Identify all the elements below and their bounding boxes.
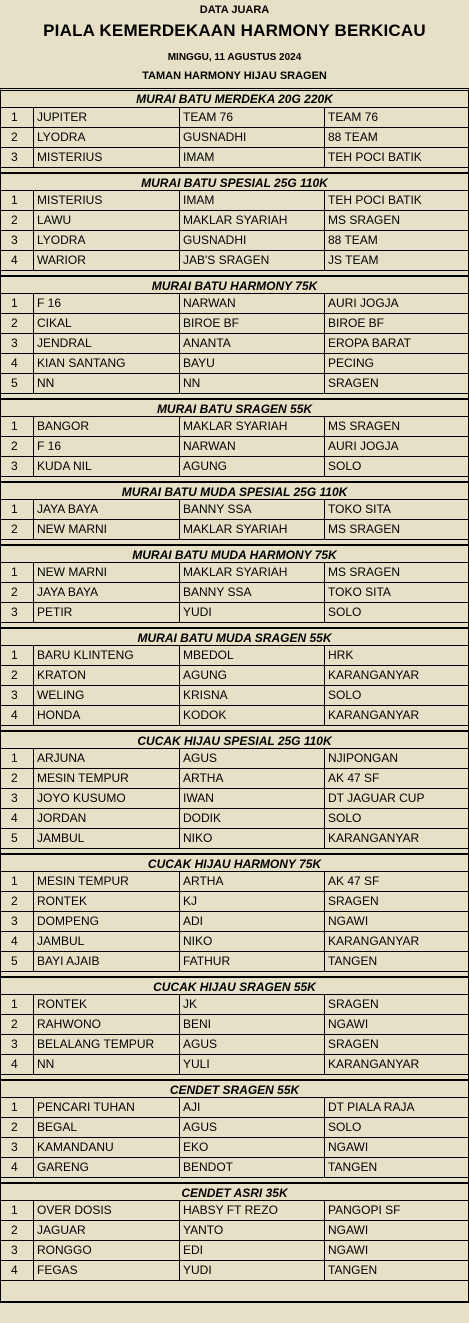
owner-cell: NARWAN bbox=[180, 294, 325, 313]
owner-cell: AGUS bbox=[180, 1035, 325, 1054]
team-cell: TANGEN bbox=[325, 1158, 469, 1177]
table-row bbox=[0, 769, 469, 789]
owner-cell: JAB'S SRAGEN bbox=[180, 251, 325, 270]
bird-name-cell: JAMBUL bbox=[34, 829, 180, 848]
owner-cell: GUSNADHI bbox=[180, 231, 325, 250]
table-row bbox=[0, 1138, 469, 1158]
bird-name-cell: RONTEK bbox=[34, 892, 180, 911]
table-row bbox=[0, 706, 469, 726]
table-row bbox=[0, 1035, 469, 1055]
table-row bbox=[0, 417, 469, 437]
class-section bbox=[0, 88, 469, 168]
owner-cell: BAYU bbox=[180, 354, 325, 373]
owner-cell: AGUS bbox=[180, 749, 325, 768]
bird-name-cell: F 16 bbox=[34, 294, 180, 313]
header-label: DATA JUARA bbox=[199, 4, 270, 16]
table-row bbox=[0, 1015, 469, 1035]
team-cell: SOLO bbox=[325, 603, 469, 622]
rank-cell: 2 bbox=[1, 520, 34, 539]
class-title: MURAI BATU MUDA SPESIAL 25G 110K bbox=[0, 481, 469, 500]
team-cell: SRAGEN bbox=[325, 995, 469, 1014]
bird-name-cell: BEGAL bbox=[34, 1118, 180, 1137]
table-row bbox=[0, 1221, 469, 1241]
owner-cell: YUDI bbox=[180, 1261, 325, 1280]
owner-cell: IWAN bbox=[180, 789, 325, 808]
rank-cell: 2 bbox=[1, 1221, 34, 1240]
bird-name-cell: BELALANG TEMPUR bbox=[34, 1035, 180, 1054]
rank-cell: 3 bbox=[1, 1241, 34, 1260]
bird-name-cell: JOYO KUSUMO bbox=[34, 789, 180, 808]
team-cell: NJIPONGAN bbox=[325, 749, 469, 768]
rank-cell: 4 bbox=[1, 354, 34, 373]
bird-name-cell: KIAN SANTANG bbox=[34, 354, 180, 373]
owner-cell: IMAM bbox=[180, 148, 325, 167]
owner-cell: MAKLAR SYARIAH bbox=[180, 211, 325, 230]
bird-name-cell: GARENG bbox=[34, 1158, 180, 1177]
rank-cell: 2 bbox=[1, 666, 34, 685]
bird-name-cell: ARJUNA bbox=[34, 749, 180, 768]
owner-cell: NN bbox=[180, 374, 325, 393]
class-section bbox=[0, 172, 469, 271]
rank-cell: 4 bbox=[1, 809, 34, 828]
table-row bbox=[0, 686, 469, 706]
table-row bbox=[0, 437, 469, 457]
team-cell: NGAWI bbox=[325, 1138, 469, 1157]
rank-cell: 3 bbox=[1, 686, 34, 705]
rank-cell: 1 bbox=[1, 294, 34, 313]
rank-cell: 2 bbox=[1, 437, 34, 456]
owner-cell: TEAM 76 bbox=[180, 108, 325, 127]
bird-name-cell: NEW MARNI bbox=[34, 563, 180, 582]
bird-name-cell: RONTEK bbox=[34, 995, 180, 1014]
owner-cell: FATHUR bbox=[180, 952, 325, 971]
team-cell: TOKO SITA bbox=[325, 583, 469, 602]
class-section bbox=[0, 275, 469, 394]
team-cell: NGAWI bbox=[325, 1221, 469, 1240]
bird-name-cell: MESIN TEMPUR bbox=[34, 872, 180, 891]
event-venue: TAMAN HARMONY HIJAU SRAGEN bbox=[142, 70, 327, 82]
team-cell: SRAGEN bbox=[325, 892, 469, 911]
bird-name-cell: JUPITER bbox=[34, 108, 180, 127]
owner-cell: MAKLAR SYARIAH bbox=[180, 563, 325, 582]
table-row bbox=[0, 912, 469, 932]
team-cell: KARANGANYAR bbox=[325, 932, 469, 951]
table-row bbox=[0, 789, 469, 809]
table-row bbox=[0, 646, 469, 666]
team-cell: MS SRAGEN bbox=[325, 417, 469, 436]
owner-cell: NARWAN bbox=[180, 437, 325, 456]
table-footer bbox=[0, 1281, 469, 1303]
bird-name-cell: OVER DOSIS bbox=[34, 1201, 180, 1220]
bird-name-cell: MISTERIUS bbox=[34, 148, 180, 167]
team-cell: SRAGEN bbox=[325, 1035, 469, 1054]
rank-cell: 2 bbox=[1, 583, 34, 602]
owner-cell: BENDOT bbox=[180, 1158, 325, 1177]
rank-cell: 3 bbox=[1, 1035, 34, 1054]
bird-name-cell: KUDA NIL bbox=[34, 457, 180, 476]
table-row bbox=[0, 1158, 469, 1178]
table-row bbox=[0, 251, 469, 271]
table-row bbox=[0, 334, 469, 354]
rank-cell: 1 bbox=[1, 1098, 34, 1117]
bird-name-cell: WARIOR bbox=[34, 251, 180, 270]
table-row bbox=[0, 128, 469, 148]
class-title: MURAI BATU HARMONY 75K bbox=[0, 275, 469, 294]
owner-cell: IMAM bbox=[180, 191, 325, 210]
team-cell: BIROE BF bbox=[325, 314, 469, 333]
bird-name-cell: JORDAN bbox=[34, 809, 180, 828]
owner-cell: NIKO bbox=[180, 932, 325, 951]
rank-cell: 1 bbox=[1, 749, 34, 768]
bird-name-cell: BANGOR bbox=[34, 417, 180, 436]
bird-name-cell: NEW MARNI bbox=[34, 520, 180, 539]
rank-cell: 4 bbox=[1, 251, 34, 270]
owner-cell: KRISNA bbox=[180, 686, 325, 705]
results-table bbox=[0, 88, 469, 1303]
owner-cell: ARTHA bbox=[180, 769, 325, 788]
table-row bbox=[0, 995, 469, 1015]
rank-cell: 3 bbox=[1, 457, 34, 476]
document-header bbox=[0, 0, 469, 88]
table-row bbox=[0, 314, 469, 334]
table-row bbox=[0, 374, 469, 394]
table-row bbox=[0, 872, 469, 892]
owner-cell: BANNY SSA bbox=[180, 583, 325, 602]
owner-cell: DODIK bbox=[180, 809, 325, 828]
rank-cell: 3 bbox=[1, 912, 34, 931]
team-cell: TEH POCI BATIK bbox=[325, 191, 469, 210]
owner-cell: AGUNG bbox=[180, 457, 325, 476]
table-row bbox=[0, 108, 469, 128]
rank-cell: 3 bbox=[1, 789, 34, 808]
rank-cell: 4 bbox=[1, 1158, 34, 1177]
owner-cell: YULI bbox=[180, 1055, 325, 1074]
team-cell: KARANGANYAR bbox=[325, 666, 469, 685]
team-cell: JS TEAM bbox=[325, 251, 469, 270]
rank-cell: 1 bbox=[1, 646, 34, 665]
table-row bbox=[0, 952, 469, 972]
team-cell: KARANGANYAR bbox=[325, 829, 469, 848]
class-section bbox=[0, 730, 469, 849]
team-cell: SOLO bbox=[325, 1118, 469, 1137]
bird-name-cell: KRATON bbox=[34, 666, 180, 685]
table-row bbox=[0, 520, 469, 540]
class-title: MURAI BATU MUDA HARMONY 75K bbox=[0, 544, 469, 563]
table-row bbox=[0, 583, 469, 603]
team-cell: AK 47 SF bbox=[325, 769, 469, 788]
class-title: CUCAK HIJAU SPESIAL 25G 110K bbox=[0, 730, 469, 749]
rank-cell: 1 bbox=[1, 500, 34, 519]
table-row bbox=[0, 1261, 469, 1281]
team-cell: KARANGANYAR bbox=[325, 1055, 469, 1074]
bird-name-cell: LYODRA bbox=[34, 128, 180, 147]
team-cell: EROPA BARAT bbox=[325, 334, 469, 353]
owner-cell: GUSNADHI bbox=[180, 128, 325, 147]
owner-cell: JK bbox=[180, 995, 325, 1014]
rank-cell: 1 bbox=[1, 995, 34, 1014]
rank-cell: 4 bbox=[1, 1055, 34, 1074]
team-cell: PANGOPI SF bbox=[325, 1201, 469, 1220]
team-cell: NGAWI bbox=[325, 1241, 469, 1260]
bird-name-cell: MESIN TEMPUR bbox=[34, 769, 180, 788]
team-cell: AURI JOGJA bbox=[325, 294, 469, 313]
bird-name-cell: HONDA bbox=[34, 706, 180, 725]
owner-cell: AGUS bbox=[180, 1118, 325, 1137]
owner-cell: EDI bbox=[180, 1241, 325, 1260]
table-row bbox=[0, 231, 469, 251]
owner-cell: HABSY FT REZO bbox=[180, 1201, 325, 1220]
owner-cell: EKO bbox=[180, 1138, 325, 1157]
rank-cell: 3 bbox=[1, 334, 34, 353]
table-row bbox=[0, 932, 469, 952]
team-cell: DT PIALA RAJA bbox=[325, 1098, 469, 1117]
owner-cell: BANNY SSA bbox=[180, 500, 325, 519]
bird-name-cell: F 16 bbox=[34, 437, 180, 456]
table-row bbox=[0, 749, 469, 769]
class-title: CUCAK HIJAU HARMONY 75K bbox=[0, 853, 469, 872]
class-title: CUCAK HIJAU SRAGEN 55K bbox=[0, 976, 469, 995]
class-section bbox=[0, 1079, 469, 1178]
owner-cell: YANTO bbox=[180, 1221, 325, 1240]
owner-cell: KJ bbox=[180, 892, 325, 911]
team-cell: NGAWI bbox=[325, 1015, 469, 1034]
table-row bbox=[0, 809, 469, 829]
table-row bbox=[0, 500, 469, 520]
owner-cell: NIKO bbox=[180, 829, 325, 848]
bird-name-cell: KAMANDANU bbox=[34, 1138, 180, 1157]
owner-cell: ARTHA bbox=[180, 872, 325, 891]
table-row bbox=[0, 191, 469, 211]
team-cell: MS SRAGEN bbox=[325, 211, 469, 230]
table-row bbox=[0, 354, 469, 374]
bird-name-cell: PETIR bbox=[34, 603, 180, 622]
team-cell: SOLO bbox=[325, 809, 469, 828]
owner-cell: MAKLAR SYARIAH bbox=[180, 417, 325, 436]
class-section bbox=[0, 481, 469, 540]
rank-cell: 5 bbox=[1, 952, 34, 971]
class-title: MURAI BATU MUDA SRAGEN 55K bbox=[0, 627, 469, 646]
class-title: MURAI BATU SPESIAL 25G 110K bbox=[0, 172, 469, 191]
rank-cell: 2 bbox=[1, 1118, 34, 1137]
bird-name-cell: LAWU bbox=[34, 211, 180, 230]
class-title: MURAI BATU SRAGEN 55K bbox=[0, 398, 469, 417]
team-cell: 88 TEAM bbox=[325, 231, 469, 250]
table-row bbox=[0, 1118, 469, 1138]
class-section bbox=[0, 544, 469, 623]
rank-cell: 1 bbox=[1, 872, 34, 891]
rank-cell: 2 bbox=[1, 314, 34, 333]
owner-cell: ANANTA bbox=[180, 334, 325, 353]
table-row bbox=[0, 563, 469, 583]
owner-cell: YUDI bbox=[180, 603, 325, 622]
rank-cell: 5 bbox=[1, 829, 34, 848]
owner-cell: AGUNG bbox=[180, 666, 325, 685]
team-cell: HRK bbox=[325, 646, 469, 665]
bird-name-cell: FEGAS bbox=[34, 1261, 180, 1280]
table-row bbox=[0, 603, 469, 623]
bird-name-cell: JAYA BAYA bbox=[34, 583, 180, 602]
bird-name-cell: WELING bbox=[34, 686, 180, 705]
event-title: PIALA KEMERDEKAAN HARMONY BERKICAU bbox=[43, 21, 426, 40]
team-cell: TEAM 76 bbox=[325, 108, 469, 127]
rank-cell: 1 bbox=[1, 191, 34, 210]
rank-cell: 1 bbox=[1, 108, 34, 127]
rank-cell: 4 bbox=[1, 932, 34, 951]
rank-cell: 3 bbox=[1, 231, 34, 250]
team-cell: KARANGANYAR bbox=[325, 706, 469, 725]
rank-cell: 5 bbox=[1, 374, 34, 393]
rank-cell: 4 bbox=[1, 706, 34, 725]
class-section bbox=[0, 398, 469, 477]
team-cell: MS SRAGEN bbox=[325, 520, 469, 539]
rank-cell: 4 bbox=[1, 1261, 34, 1280]
table-row bbox=[0, 211, 469, 231]
rank-cell: 2 bbox=[1, 1015, 34, 1034]
bird-name-cell: PENCARI TUHAN bbox=[34, 1098, 180, 1117]
owner-cell: BENI bbox=[180, 1015, 325, 1034]
team-cell: MS SRAGEN bbox=[325, 563, 469, 582]
rank-cell: 3 bbox=[1, 1138, 34, 1157]
team-cell: SRAGEN bbox=[325, 374, 469, 393]
team-cell: TOKO SITA bbox=[325, 500, 469, 519]
rank-cell: 1 bbox=[1, 1201, 34, 1220]
class-section bbox=[0, 1182, 469, 1281]
bird-name-cell: JAYA BAYA bbox=[34, 500, 180, 519]
bird-name-cell: DOMPENG bbox=[34, 912, 180, 931]
owner-cell: AJI bbox=[180, 1098, 325, 1117]
table-row bbox=[0, 1201, 469, 1221]
team-cell: SOLO bbox=[325, 457, 469, 476]
team-cell: NGAWI bbox=[325, 912, 469, 931]
rank-cell: 1 bbox=[1, 563, 34, 582]
owner-cell: ADI bbox=[180, 912, 325, 931]
bird-name-cell: NN bbox=[34, 1055, 180, 1074]
class-title: CENDET SRAGEN 55K bbox=[0, 1079, 469, 1098]
rank-cell: 2 bbox=[1, 892, 34, 911]
team-cell: 88 TEAM bbox=[325, 128, 469, 147]
table-row bbox=[0, 892, 469, 912]
team-cell: SOLO bbox=[325, 686, 469, 705]
team-cell: TANGEN bbox=[325, 1261, 469, 1280]
bird-name-cell: CIKAL bbox=[34, 314, 180, 333]
table-row bbox=[0, 457, 469, 477]
bird-name-cell: RONGGO bbox=[34, 1241, 180, 1260]
bird-name-cell: BARU KLINTENG bbox=[34, 646, 180, 665]
bird-name-cell: RAHWONO bbox=[34, 1015, 180, 1034]
bird-name-cell: MISTERIUS bbox=[34, 191, 180, 210]
team-cell: PECING bbox=[325, 354, 469, 373]
team-cell: AURI JOGJA bbox=[325, 437, 469, 456]
class-title: MURAI BATU MERDEKA 20G 220K bbox=[0, 88, 469, 108]
rank-cell: 3 bbox=[1, 148, 34, 167]
table-row bbox=[0, 829, 469, 849]
owner-cell: MAKLAR SYARIAH bbox=[180, 520, 325, 539]
rank-cell: 2 bbox=[1, 769, 34, 788]
team-cell: DT JAGUAR CUP bbox=[325, 789, 469, 808]
bird-name-cell: BAYI AJAIB bbox=[34, 952, 180, 971]
team-cell: AK 47 SF bbox=[325, 872, 469, 891]
team-cell: TANGEN bbox=[325, 952, 469, 971]
bird-name-cell: JAGUAR bbox=[34, 1221, 180, 1240]
table-row bbox=[0, 148, 469, 168]
bird-name-cell: JAMBUL bbox=[34, 932, 180, 951]
bird-name-cell: JENDRAL bbox=[34, 334, 180, 353]
table-row bbox=[0, 666, 469, 686]
rank-cell: 3 bbox=[1, 603, 34, 622]
bird-name-cell: LYODRA bbox=[34, 231, 180, 250]
table-row bbox=[0, 1055, 469, 1075]
rank-cell: 2 bbox=[1, 211, 34, 230]
class-section bbox=[0, 627, 469, 726]
owner-cell: BIROE BF bbox=[180, 314, 325, 333]
class-section bbox=[0, 976, 469, 1075]
table-row bbox=[0, 294, 469, 314]
table-row bbox=[0, 1098, 469, 1118]
table-row bbox=[0, 1241, 469, 1261]
rank-cell: 1 bbox=[1, 417, 34, 436]
team-cell: TEH POCI BATIK bbox=[325, 148, 469, 167]
owner-cell: MBEDOL bbox=[180, 646, 325, 665]
class-section bbox=[0, 853, 469, 972]
owner-cell: KODOK bbox=[180, 706, 325, 725]
event-date: MINGGU, 11 AGUSTUS 2024 bbox=[167, 52, 302, 63]
bird-name-cell: NN bbox=[34, 374, 180, 393]
class-title: CENDET ASRI 35K bbox=[0, 1182, 469, 1201]
rank-cell: 2 bbox=[1, 128, 34, 147]
